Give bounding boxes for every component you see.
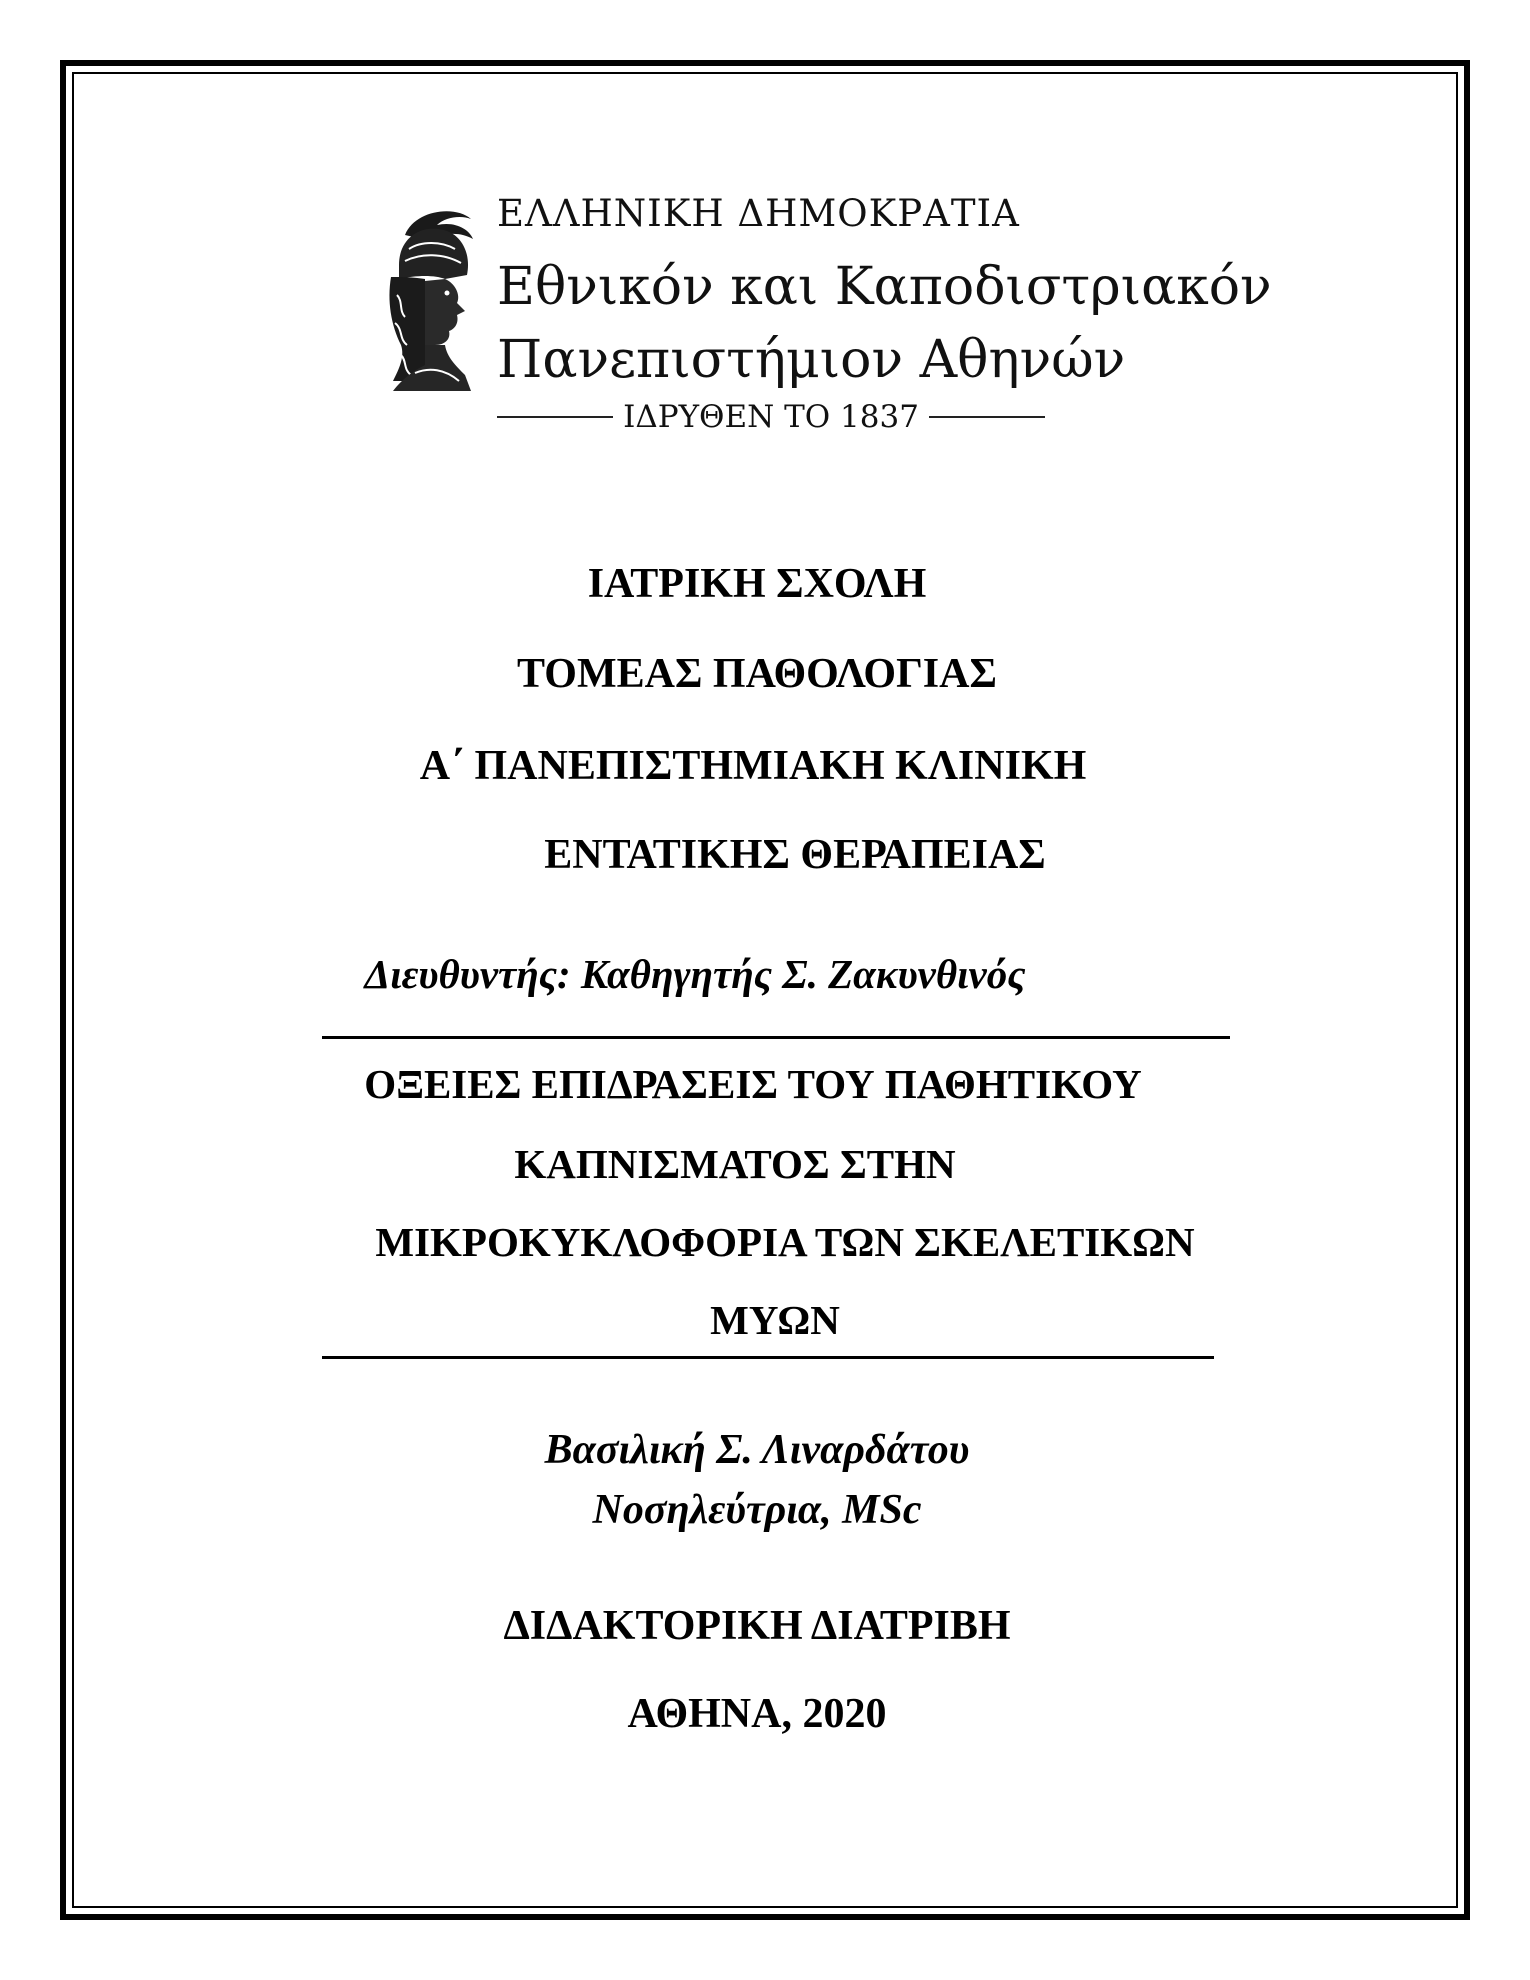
- author-name: Βασιλική Σ. Λιναρδάτου: [544, 1427, 970, 1473]
- clinic-heading-line2: ΕΝΤΑΤΙΚΗΣ ΘΕΡΑΠΕΙΑΣ: [544, 832, 1046, 878]
- author-role: Νοσηλεύτρια, MSc: [592, 1487, 922, 1533]
- logo-university-name-line1: Εθνικόν και Καποδιστριακόν: [497, 257, 1272, 317]
- logo-university-name-line2: Πανεπιστήμιον Αθηνών: [497, 330, 1126, 390]
- place-and-year: ΑΘΗΝΑ, 2020: [627, 1691, 887, 1737]
- founded-rule-left: [497, 416, 613, 418]
- logo-founded-text: ΙΔΡΥΘΕΝ ΤΟ 1837: [623, 399, 919, 435]
- thesis-title-line3: ΜΙΚΡΟΚΥΚΛΟΦΟΡΙΑ ΤΩΝ ΣΚΕΛΕΤΙΚΩΝ: [375, 1219, 1195, 1265]
- athena-head-emblem-icon: [385, 205, 477, 393]
- title-rule-top: [322, 1036, 1230, 1039]
- clinic-heading-line1: Α΄ ΠΑΝΕΠΙΣΤΗΜΙΑΚΗ ΚΛΙΝΙΚΗ: [419, 743, 1087, 789]
- logo-founded-row: [497, 397, 1045, 437]
- thesis-title-line4: ΜΥΩΝ: [710, 1297, 840, 1343]
- logo-country-text: ΕΛΛΗΝΙΚΗ ΔΗΜΟΚΡΑΤΙΑ: [497, 192, 1020, 235]
- director-line: Διευθυντής: Καθηγητής Σ. Ζακυνθινός: [364, 951, 1026, 997]
- title-rule-bottom: [322, 1356, 1214, 1359]
- thesis-title-line1: ΟΞΕΙΕΣ ΕΠΙΔΡΑΣΕΙΣ ΤΟΥ ΠΑΘΗΤΙΚΟΥ: [364, 1061, 1142, 1107]
- thesis-title-line2: ΚΑΠΝΙΣΜΑΤΟΣ ΣΤΗΝ: [514, 1141, 956, 1187]
- school-heading: ΙΑΤΡΙΚΗ ΣΧΟΛΗ: [587, 561, 927, 607]
- document-type: ΔΙΔΑΚΤΟΡΙΚΗ ΔΙΑΤΡΙΒΗ: [503, 1603, 1011, 1649]
- founded-rule-right: [929, 416, 1045, 418]
- sector-heading: ΤΟΜΕΑΣ ΠΑΘΟΛΟΓΙΑΣ: [517, 651, 997, 697]
